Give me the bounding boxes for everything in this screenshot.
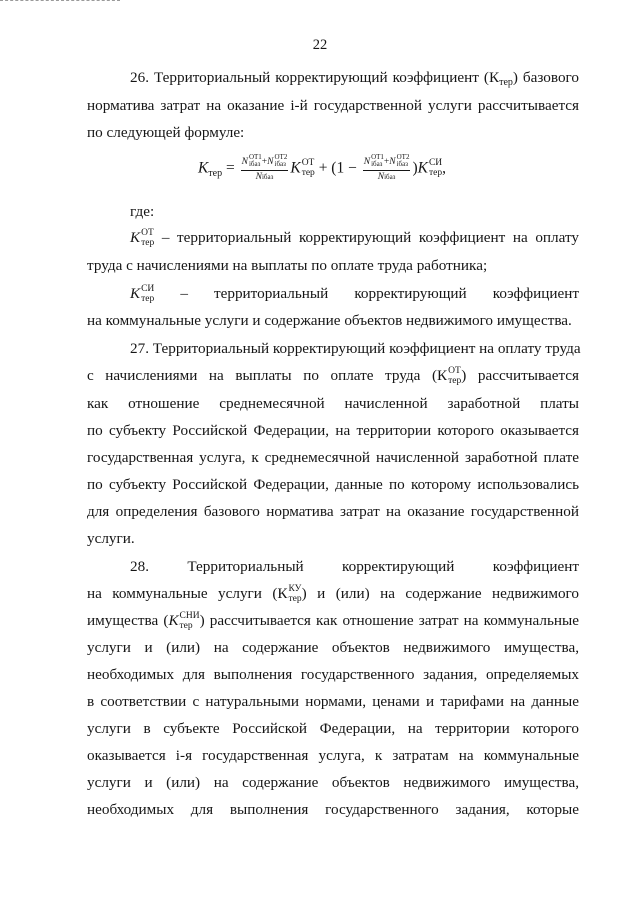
text-line: где: <box>130 203 155 220</box>
scan-corner-mark <box>0 0 120 7</box>
text-line: 27. Территориальный корректирующий коэффициент на оплату труда <box>130 340 581 357</box>
text-line: услуги в субъекте Российской Федерации, на территории которого <box>87 720 579 737</box>
text-line: оказывается i-я государственная услуга, к затратам на коммунальные <box>87 747 579 764</box>
text-line: как отношение среднемесячной начисленной заработной платы <box>87 395 579 412</box>
formula: Ктер = N ОТ1 iбаз +N ОТ2 iбаз Niбаз K ОТ тер + (1 − N ОТ1 iбаз +N ОТ2 iбаз Niбаз )K СИ тер , <box>198 153 447 182</box>
text-line: необходимых для выполнения государственного задания, которые <box>87 801 579 818</box>
text-line: на коммунальные услуги и содержание объектов недвижимого имущества. <box>87 312 572 329</box>
definition-line: К ОТ тер – территориальный корректирующий коэффициент на оплату <box>130 227 579 248</box>
fraction: N ОТ1 iбаз +N ОТ2 iбаз Niбаз <box>363 153 410 182</box>
text-line: по следующей формуле: <box>87 124 245 141</box>
fraction: N ОТ1 iбаз +N ОТ2 iбаз Niбаз <box>241 153 288 182</box>
text-line: услуги и (или) на содержание объектов недвижимого имущества, <box>87 639 579 656</box>
text-line: услуги. <box>87 530 135 547</box>
definition-line: К СИ тер – территориальный корректирующий коэффициент <box>130 283 580 304</box>
text-line: услуги и (или) на содержание объектов недвижимого имущества, <box>87 774 579 791</box>
text-line: имущества (К СНИ тер ) рассчитывается как отношение затрат на коммунальные <box>87 610 579 631</box>
text-line: на коммунальные услуги (К КУ тер ) и (или) на содержание недвижимого <box>87 583 579 604</box>
text-line: норматива затрат на оказание i-й государственной услуги рассчитывается <box>87 97 579 114</box>
text-line: в соответствии с натуральными нормами, ценами и тарифами на данные <box>87 693 579 710</box>
page-number: 22 <box>312 37 328 53</box>
text-line: для определения базового норматива затрат на оказание государственной <box>87 503 579 520</box>
text-line: труда с начислениями на выплаты по оплате труда работника; <box>87 257 488 274</box>
text-line: 26. Территориальный корректирующий коэффициент (Ктер) базового <box>130 69 580 88</box>
text-line: по субъекту Российской Федерации, на территории которого оказывается <box>87 422 579 439</box>
text-line: с начислениями на выплаты по оплате труда (К ОТ тер ) рассчитывается <box>87 365 580 386</box>
text-line: 28. Территориальный корректирующий коэффициент <box>130 558 580 575</box>
text-line: необходимых для выполнения государственного задания, определяемых <box>87 666 579 683</box>
text-line: государственная услуга, к среднемесячной начисленной заработной плате <box>87 449 579 466</box>
text-line: по субъекту Российской Федерации, данные по которому использовались <box>87 476 579 493</box>
